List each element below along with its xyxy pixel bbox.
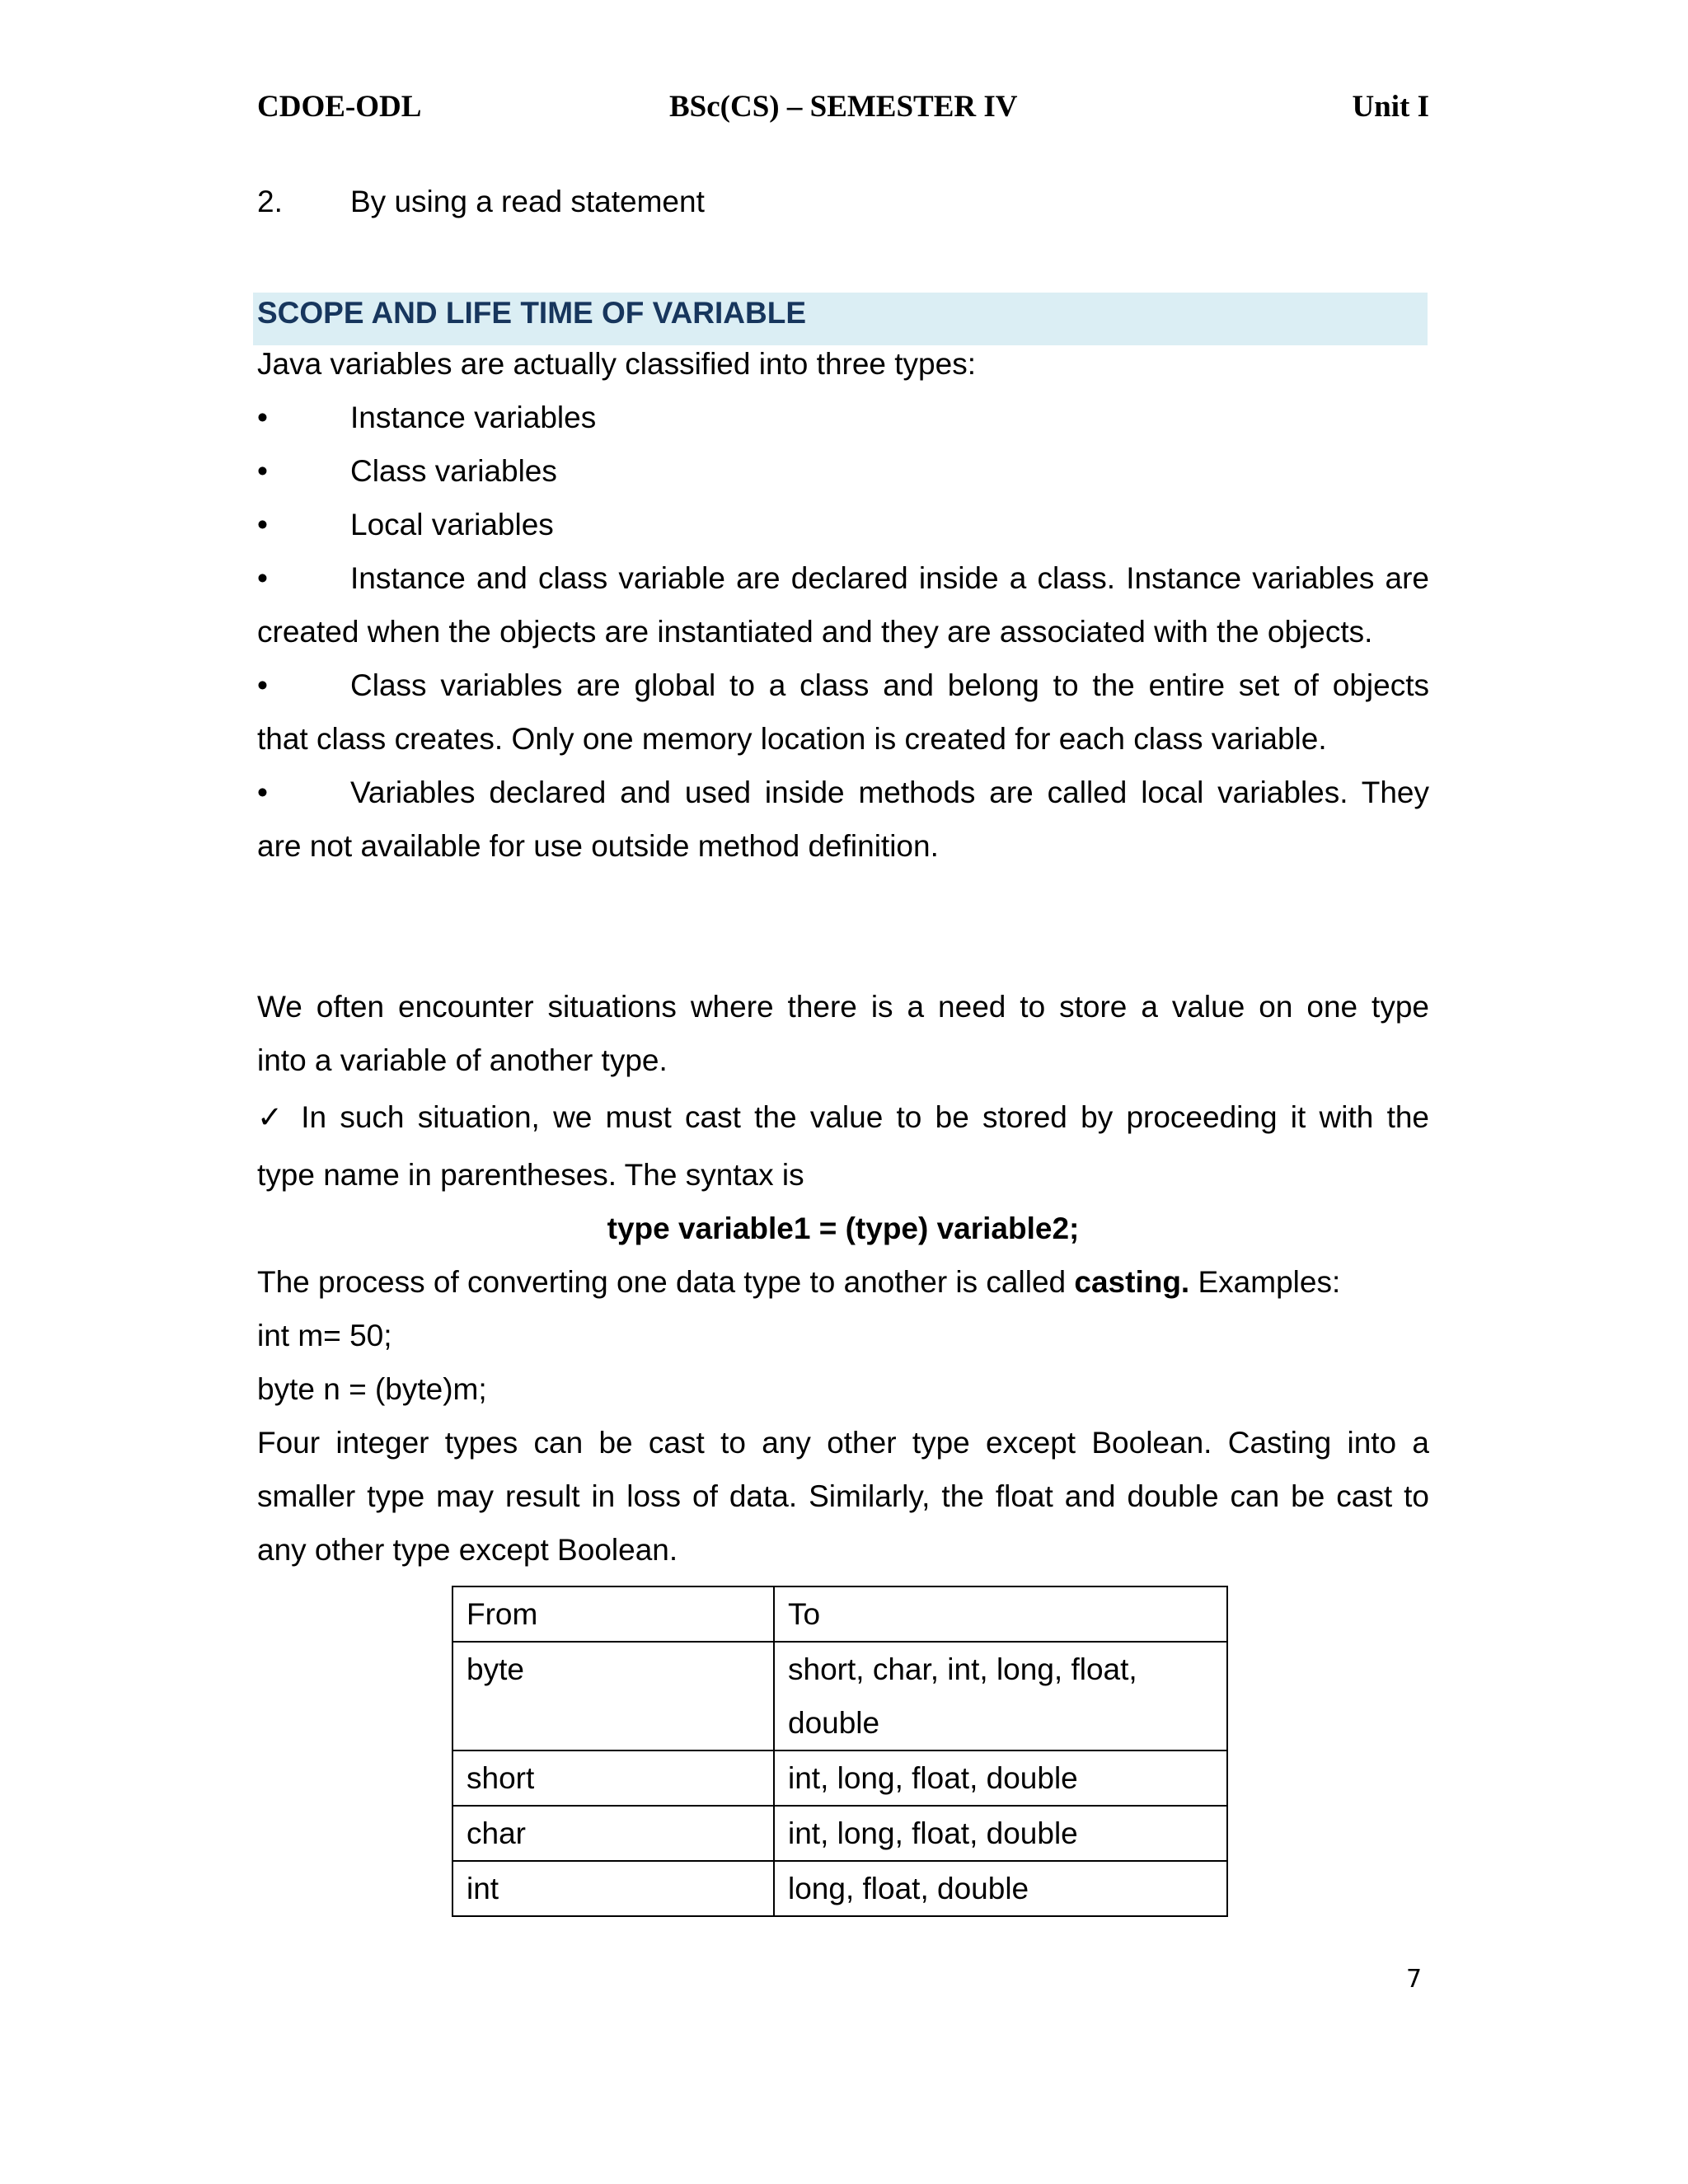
item-text: By using a read statement	[350, 185, 705, 218]
bullet-marker: •	[257, 401, 268, 434]
bullet-marker: •	[257, 508, 268, 541]
example-line: int m= 50;	[257, 1319, 392, 1352]
explanation-first-line: Variables declared and used inside methods are called local variables. They	[350, 776, 1429, 809]
section-heading: SCOPE AND LIFE TIME OF VARIABLE	[257, 296, 807, 330]
table-cell: byte	[452, 1642, 774, 1750]
table-header-row	[452, 1586, 1227, 1642]
casting-definition	[257, 1263, 1340, 1301]
casting-rules-line: Four integer types can be cast to any other type except Boolean. Casting into a	[257, 1426, 1429, 1460]
table-cell: short	[452, 1750, 774, 1806]
explanation-rest: created when the objects are instantiated and they are associated with the objects.	[257, 615, 1373, 649]
table-row	[452, 1806, 1227, 1861]
table-cell: int	[452, 1861, 774, 1916]
table-row	[452, 1642, 1227, 1750]
check-paragraph-line: ✓ In such situation, we must cast the value to be stored by proceeding it with the	[257, 1100, 1429, 1134]
bullet-marker: •	[257, 776, 268, 809]
table-cell: int, long, float, double	[774, 1806, 1227, 1861]
casting-paragraph-line: We often encounter situations where there is a need to store a value on one type	[257, 990, 1429, 1024]
casting-definition-suffix: Examples:	[1189, 1265, 1341, 1299]
item-number: 2.	[257, 185, 283, 218]
table-cell: long, float, double	[774, 1861, 1227, 1916]
example-line: byte n = (byte)m;	[257, 1372, 487, 1406]
page-header	[257, 89, 1429, 135]
table-cell: int, long, float, double	[774, 1750, 1227, 1806]
table-cell-line: short, char, int, long, float,	[788, 1652, 1137, 1686]
table-row	[452, 1861, 1227, 1916]
conversion-table	[452, 1586, 1228, 1917]
casting-definition-prefix: The process of converting one data type to another is called	[257, 1265, 1075, 1299]
type-item: Instance variables	[350, 401, 597, 434]
bullet-marker: •	[257, 454, 268, 488]
table-header-cell: To	[774, 1586, 1227, 1642]
casting-term: casting.	[1074, 1265, 1190, 1299]
explanation-rest: are not available for use outside method definition.	[257, 829, 939, 863]
syntax-line: type variable1 = (type) variable2;	[607, 1212, 1080, 1245]
type-item: Class variables	[350, 454, 557, 488]
header-center: BSc(CS) – SEMESTER IV	[669, 90, 1018, 124]
casting-rules-line: smaller type may result in loss of data. Similarly, the float and double can be cast to	[257, 1479, 1429, 1513]
header-left: CDOE-ODL	[257, 90, 422, 124]
casting-paragraph-line: into a variable of another type.	[257, 1043, 668, 1077]
intro-text: Java variables are actually classified into three types:	[257, 347, 976, 381]
table-header-cell: From	[452, 1586, 774, 1642]
explanation-rest: that class creates. Only one memory location is created for each class variable.	[257, 722, 1327, 756]
bullet-marker: •	[257, 668, 268, 702]
explanation-first-line: Instance and class variable are declared inside a class. Instance variables are	[350, 561, 1429, 595]
check-paragraph-line: type name in parentheses. The syntax is	[257, 1158, 804, 1192]
header-right: Unit I	[1352, 90, 1429, 124]
bullet-marker: •	[257, 561, 268, 595]
table-cell-line: double	[788, 1706, 880, 1740]
casting-rules-line: any other type except Boolean.	[257, 1533, 678, 1567]
table-cell	[774, 1642, 1227, 1750]
page-number: 7	[1406, 1965, 1423, 1994]
explanation-first-line: Class variables are global to a class and belong to the entire set of objects	[350, 668, 1429, 702]
table-cell: char	[452, 1806, 774, 1861]
table-row	[452, 1750, 1227, 1806]
type-item: Local variables	[350, 508, 554, 541]
